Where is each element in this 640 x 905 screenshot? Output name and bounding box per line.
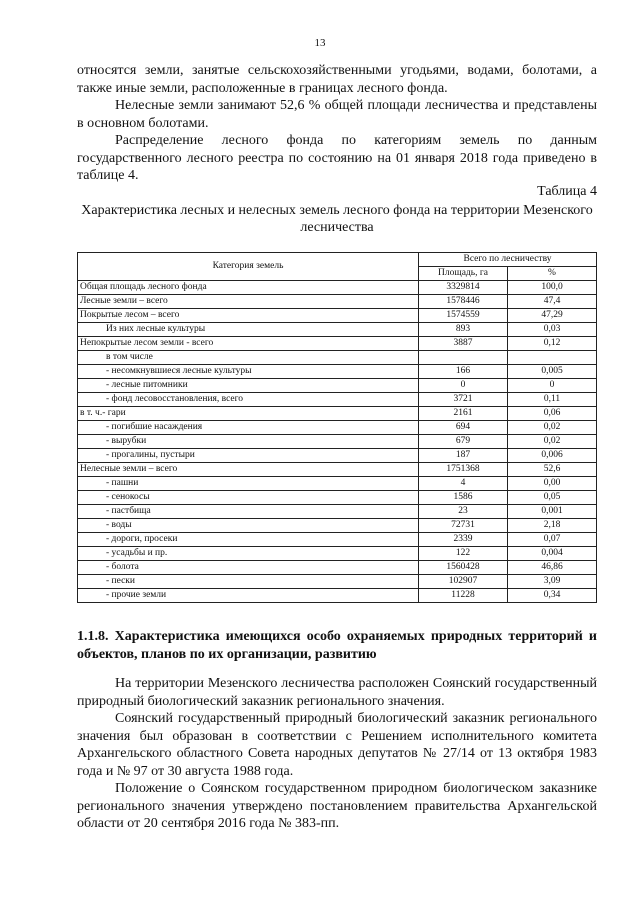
row-area: 1574559	[419, 309, 508, 323]
row-percent: 0,34	[508, 589, 597, 603]
row-percent: 47,29	[508, 309, 597, 323]
row-category: - лесные питомники	[78, 379, 419, 393]
row-category: - пашни	[78, 477, 419, 491]
row-percent: 0,11	[508, 393, 597, 407]
row-category: - несомкнувшиеся лесные культуры	[78, 365, 419, 379]
row-category: - вырубки	[78, 435, 419, 449]
table-row	[78, 449, 597, 463]
row-category: - пастбища	[78, 505, 419, 519]
row-percent: 0,005	[508, 365, 597, 379]
row-category: - пески	[78, 575, 419, 589]
body-paragraph-3: Положение о Соянском государственном природном биологическом заказнике регионального значения утверждено постановлением правительства Архангельской области от 20 сентября 2016 года № 383-пп.	[77, 781, 597, 831]
row-category: - прогалины, пустыри	[78, 449, 419, 463]
row-area: 2161	[419, 407, 508, 421]
row-area: 102907	[419, 575, 508, 589]
row-percent: 0,06	[508, 407, 597, 421]
row-category: - воды	[78, 519, 419, 533]
table-row	[78, 575, 597, 589]
section-heading: 1.1.8. Характеристика имеющихся особо охраняемых природных территорий и объектов, планов по их организации, развитию	[77, 629, 597, 662]
row-area: 3887	[419, 337, 508, 351]
row-area: 3721	[419, 393, 508, 407]
row-area: 3329814	[419, 281, 508, 295]
table-row	[78, 519, 597, 533]
intro-paragraph-1: относятся земли, занятые сельскохозяйственными угодьями, водами, болотами, а также иные земли, расположенные в границах лесного фонда.	[77, 63, 597, 96]
row-percent: 2,18	[508, 519, 597, 533]
row-area: 2339	[419, 533, 508, 547]
intro-text	[77, 62, 597, 185]
table-row	[78, 281, 597, 295]
table-row	[78, 421, 597, 435]
table-body	[78, 281, 597, 603]
row-percent: 0,02	[508, 421, 597, 435]
row-percent: 0,006	[508, 449, 597, 463]
body-text	[77, 675, 597, 833]
row-area: 1751368	[419, 463, 508, 477]
table-row	[78, 351, 597, 365]
row-area: 72731	[419, 519, 508, 533]
table-row	[78, 337, 597, 351]
row-area	[419, 351, 508, 365]
row-category: Из них лесные культуры	[78, 323, 419, 337]
table-row	[78, 505, 597, 519]
row-area: 23	[419, 505, 508, 519]
row-category: в том числе	[78, 351, 419, 365]
table-row	[78, 561, 597, 575]
table-row	[78, 533, 597, 547]
row-area: 4	[419, 477, 508, 491]
row-percent: 0,00	[508, 477, 597, 491]
page-number: 13	[314, 37, 326, 49]
row-area: 187	[419, 449, 508, 463]
row-percent: 0,03	[508, 323, 597, 337]
row-area: 122	[419, 547, 508, 561]
header-category: Категория земель	[78, 253, 419, 281]
row-percent: 46,86	[508, 561, 597, 575]
row-area: 1578446	[419, 295, 508, 309]
row-category: - усадьбы и пр.	[78, 547, 419, 561]
row-category: Общая площадь лесного фонда	[78, 281, 419, 295]
land-categories-table	[77, 252, 597, 603]
row-area: 1586	[419, 491, 508, 505]
row-category: - сенокосы	[78, 491, 419, 505]
table-row	[78, 365, 597, 379]
table-row	[78, 435, 597, 449]
row-category: Лесные земли – всего	[78, 295, 419, 309]
row-area: 694	[419, 421, 508, 435]
header-total-group: Всего по лесничеству	[419, 253, 597, 267]
row-percent: 52,6	[508, 463, 597, 477]
table-row	[78, 309, 597, 323]
row-area: 11228	[419, 589, 508, 603]
row-category: Покрытые лесом – всего	[78, 309, 419, 323]
row-area: 893	[419, 323, 508, 337]
body-paragraph-1: На территории Мезенского лесничества расположен Соянский государственный природный биологический заказник регионального значения.	[77, 676, 597, 709]
table-row	[78, 491, 597, 505]
row-category: Нелесные земли – всего	[78, 463, 419, 477]
row-area: 1560428	[419, 561, 508, 575]
table-row	[78, 295, 597, 309]
table-row	[78, 379, 597, 393]
body-paragraph-2: Соянский государственный природный биологический заказник регионального значения был образован в соответствии с Решением исполнительного комитета Архангельского областного Совета народных депутатов № 27/14 от 13 октября 1983 года и № 97 от 30 августа 1988 года.	[77, 711, 597, 779]
header-area: Площадь, га	[419, 267, 508, 281]
table-row	[78, 407, 597, 421]
intro-paragraph-3: Распределение лесного фонда по категориям земель по данным государственного лесного реестра по состоянию на 01 января 2018 года приведено в таблице 4.	[77, 133, 597, 183]
row-category: - фонд лесовосстановления, всего	[78, 393, 419, 407]
row-percent: 0,004	[508, 547, 597, 561]
row-area: 679	[419, 435, 508, 449]
intro-paragraph-2: Нелесные земли занимают 52,6 % общей площади лесничества и представлены в основном болотами.	[77, 98, 597, 131]
row-category: Непокрытые лесом земли - всего	[78, 337, 419, 351]
row-category: в т. ч.- гари	[78, 407, 419, 421]
row-percent: 0,12	[508, 337, 597, 351]
row-percent: 47,4	[508, 295, 597, 309]
row-category: - дороги, просеки	[78, 533, 419, 547]
row-percent: 100,0	[508, 281, 597, 295]
row-percent: 0,001	[508, 505, 597, 519]
table-row	[78, 477, 597, 491]
table-row	[78, 393, 597, 407]
row-category: - болота	[78, 561, 419, 575]
row-percent: 0,05	[508, 491, 597, 505]
table-row	[78, 589, 597, 603]
row-percent	[508, 351, 597, 365]
row-category: - погибшие насаждения	[78, 421, 419, 435]
row-percent: 0	[508, 379, 597, 393]
row-area: 0	[419, 379, 508, 393]
row-area: 166	[419, 365, 508, 379]
row-percent: 0,07	[508, 533, 597, 547]
table-row	[78, 463, 597, 477]
row-category: - прочие земли	[78, 589, 419, 603]
table-row	[78, 323, 597, 337]
table-row	[78, 547, 597, 561]
row-percent: 3,09	[508, 575, 597, 589]
table-caption: Характеристика лесных и нелесных земель лесного фонда на территории Мезенского лесничества	[81, 203, 593, 235]
row-percent: 0,02	[508, 435, 597, 449]
table-label: Таблица 4	[537, 184, 597, 199]
header-percent: %	[508, 267, 597, 281]
